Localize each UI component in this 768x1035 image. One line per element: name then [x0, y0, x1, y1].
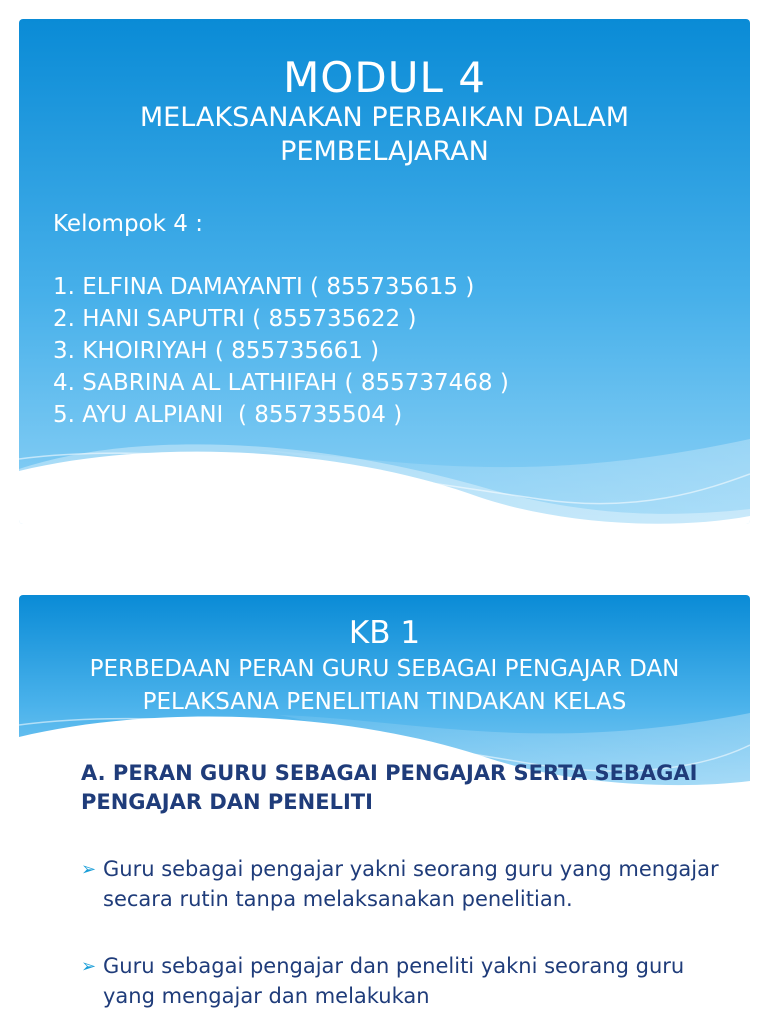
- member-item: 4. SABRINA AL LATHIFAH ( 855737468 ): [53, 370, 509, 396]
- bullet-text: Guru sebagai pengajar yakni seorang guru yang mengajar secara rutin tanpa melaksanakan penelitian.: [103, 857, 719, 911]
- slide-kb1: [19, 595, 750, 1035]
- list-item: [81, 952, 721, 1011]
- slide1-subtitle: MELAKSANAKAN PERBAIKAN DALAM PEMBELAJARAN: [139, 102, 630, 167]
- member-item: 5. AYU ALPIANI ( 855735504 ): [53, 402, 403, 428]
- section-heading: A. PERAN GURU SEBAGAI PENGAJAR SERTA SEBAGAI PENGAJAR DAN PENELITI: [81, 761, 698, 814]
- member-item: 3. KHOIRIYAH ( 855735661 ): [53, 338, 380, 364]
- member-list: [53, 271, 509, 431]
- group-label: Kelompok 4 :: [53, 211, 203, 237]
- member-item: 2. HANI SAPUTRI ( 855735622 ): [53, 306, 417, 332]
- slide2-title: KB 1: [348, 615, 421, 651]
- slide2-subtitle: PERBEDAAN PERAN GURU SEBAGAI PENGAJAR DAN PELAKSANA PENELITIAN TINDAKAN KELAS: [89, 656, 680, 715]
- arrow-bullet-icon: ➢: [81, 956, 97, 977]
- bullet-text: Guru sebagai pengajar dan peneliti yakni seorang guru yang mengajar dan melakukan: [103, 954, 685, 1008]
- bullet-list: [81, 855, 721, 1035]
- list-item: [81, 855, 721, 914]
- arrow-bullet-icon: ➢: [81, 859, 97, 880]
- member-item: 1. ELFINA DAMAYANTI ( 855735615 ): [53, 274, 475, 300]
- slide1-title: MODUL 4: [283, 53, 486, 102]
- slide-title: [19, 19, 750, 524]
